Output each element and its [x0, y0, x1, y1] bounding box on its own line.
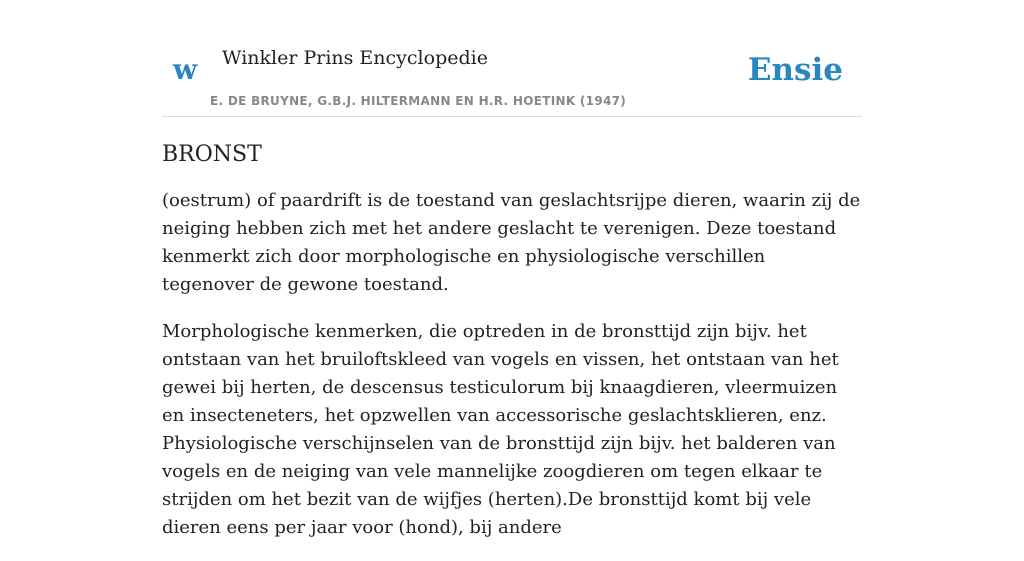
logo-w-icon[interactable]: w [173, 53, 198, 86]
ensie-brand-link[interactable]: Ensie [747, 52, 843, 88]
site-header [162, 0, 862, 117]
article-paragraph-1: (oestrum) of paardrift is de toestand van geslachtsrijpe dieren, waarin zij de neiging hebben zich met het andere geslacht te verenigen. Deze toestand kenmerkt zich door morphologische en physiologische verschillen tegenover de gewone toestand. [162, 190, 861, 295]
article-paragraph-2: Morphologische kenmerken, die optreden in de bronsttijd zijn bijv. het ontstaan van het bruiloftskleed van vogels en vissen, het ontstaan van het gewei bij herten, de descensus testiculorum bij knaagdieren, vleermuizen en insecteneters, het opzwellen van accessorische geslachtsklieren, enz. Physiologische verschijnselen van de bronsttijd zijn bijv. het balderen van vogels en de neiging van vele mannelijke zoogdieren om tegen elkaar te strijden om het bezit van de wijfjes (herten).De bronsttijd komt bij vele dieren eens per jaar voor (hond), bij andere [162, 321, 839, 538]
article [162, 136, 862, 561]
article-headword: BRONST [162, 142, 262, 167]
authors-line: E. DE BRUYNE, G.B.J. HILTERMANN EN H.R. HOETINK (1947) [210, 94, 627, 108]
site-title[interactable]: Winkler Prins Encyclopedie [222, 47, 488, 69]
